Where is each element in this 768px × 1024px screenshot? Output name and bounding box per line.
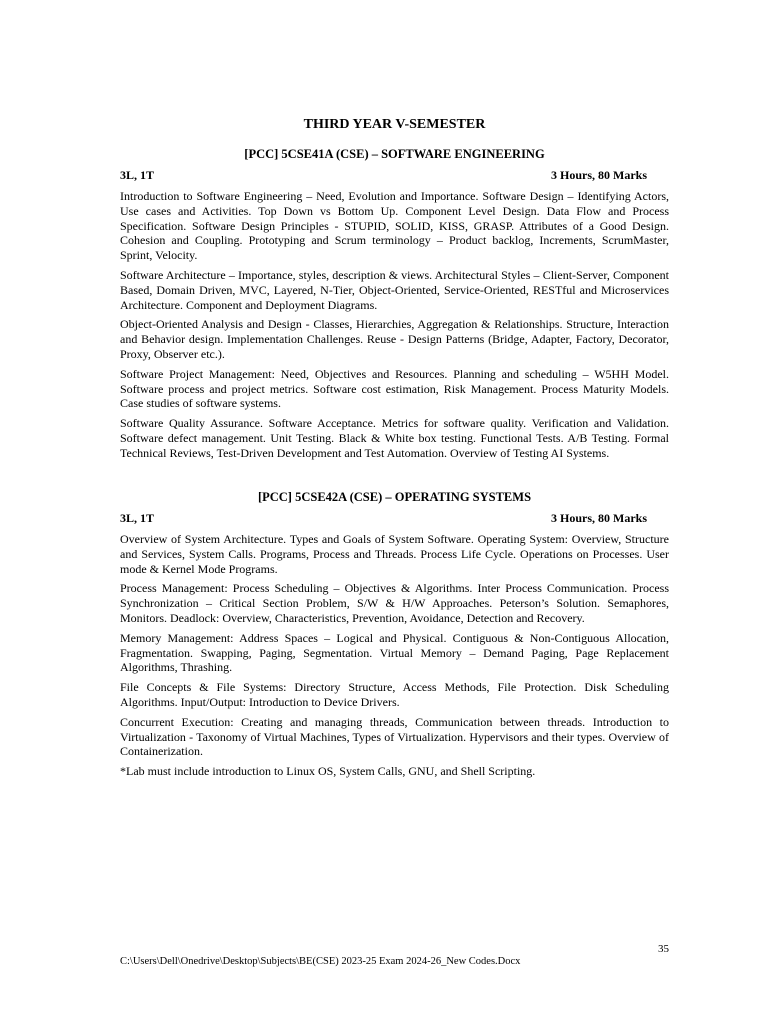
- page-number: 35: [658, 943, 669, 955]
- document-page: [120, 0, 669, 1024]
- course-paragraph: Software Quality Assurance. Software Acceptance. Metrics for software quality. Verification and Validation. Software defect management. Unit Testing. Black & White box testing. Functional Tests. A/B Testing. Formal Technical Reviews, Test-Driven Development and Test Automation. Overview of Testing AI Systems.: [120, 416, 669, 460]
- footer-file-path: C:\Users\Dell\Onedrive\Desktop\Subjects\BE(CSE) 2023-25 Exam 2024-26_New Codes.Docx: [120, 956, 521, 967]
- course-duration-marks: 3 Hours, 80 Marks: [551, 511, 647, 525]
- course-credits: 3L, 1T: [120, 511, 155, 525]
- course-paragraph: Process Management: Process Scheduling – Objectives & Algorithms. Inter Process Communication. Process Synchronization – Critical Section Problem, S/W & H/W Approaches. Peterson’s Solution. Semaphores, Monitors. Deadlock: Overview, Characteristics, Prevention, Avoidance, Detection and Recovery.: [120, 581, 669, 625]
- credits-row: [120, 167, 669, 183]
- course-paragraph: Memory Management: Address Spaces – Logical and Physical. Contiguous & Non-Contiguous Allocation, Fragmentation. Swapping, Paging, Segmentation. Virtual Memory – Demand Paging, Page Replacement Algorithms, Thrashing.: [120, 630, 669, 675]
- credits-row: [120, 510, 669, 526]
- course-paragraph: Object-Oriented Analysis and Design - Classes, Hierarchies, Aggregation & Relationships. Structure, Interaction and Behavior design. Implementation Challenges. Reuse - Design Patterns (Bridge, Adapter, Factory, Decorator, Proxy, Observer etc.).: [120, 317, 669, 361]
- course-heading: [PCC] 5CSE42A (CSE) – OPERATING SYSTEMS: [257, 490, 532, 504]
- course-paragraph: Overview of System Architecture. Types and Goals of System Software. Operating System: Overview, Structure and Services, System Calls. Programs, Process and Threads. Process Life Cycle. Operations on Processes. User mode & Kernel Mode Programs.: [120, 532, 669, 576]
- course-paragraph: Concurrent Execution: Creating and managing threads, Communication between threads. Introduction to Virtualization - Taxonomy of Virtual Machines, Types of Virtualization. Hypervisors and their types. Overview of Containerization.: [120, 714, 669, 759]
- course-paragraph: Software Project Management: Need, Objectives and Resources. Planning and scheduling – W5HH Model. Software process and project metrics. Software cost estimation, Risk Management. Process Maturity Models. Case studies of software systems.: [120, 366, 669, 411]
- course-paragraph: File Concepts & File Systems: Directory Structure, Access Methods, File Protection. Disk Scheduling Algorithms. Input/Output: Introduction to Device Drivers.: [120, 680, 669, 709]
- course-paragraph: Introduction to Software Engineering – Need, Evolution and Importance. Software Design – Identifying Actors, Use cases and Activities. Top Down vs Bottom Up. Component Level Design. Data Flow and Process Specification. Software Design Principles - STUPID, SOLID, KISS, GRASP. Attributes of a Good Design. Cohesion and Coupling. Prototyping and Scrum terminology – Product backlog, Increments, ScrumMaster, Sprint, Velocity.: [120, 189, 669, 263]
- course-heading: [PCC] 5CSE41A (CSE) – SOFTWARE ENGINEERING: [244, 147, 545, 161]
- course-section-operating-systems: [120, 489, 669, 779]
- page-title: THIRD YEAR V-SEMESTER: [303, 117, 486, 132]
- course-section-software-engineering: [120, 146, 669, 466]
- course-paragraph: Software Architecture – Importance, styles, description & views. Architectural Styles – Client-Server, Component Based, Domain Driven, MVC, Layered, N-Tier, Object-Oriented, Service-Oriented, RESTful and Microservices Architecture. Component and Deployment Diagrams.: [120, 267, 669, 312]
- course-duration-marks: 3 Hours, 80 Marks: [551, 168, 647, 182]
- course-credits: 3L, 1T: [120, 168, 155, 182]
- lab-note: *Lab must include introduction to Linux OS, System Calls, GNU, and Shell Scripting.: [120, 764, 536, 779]
